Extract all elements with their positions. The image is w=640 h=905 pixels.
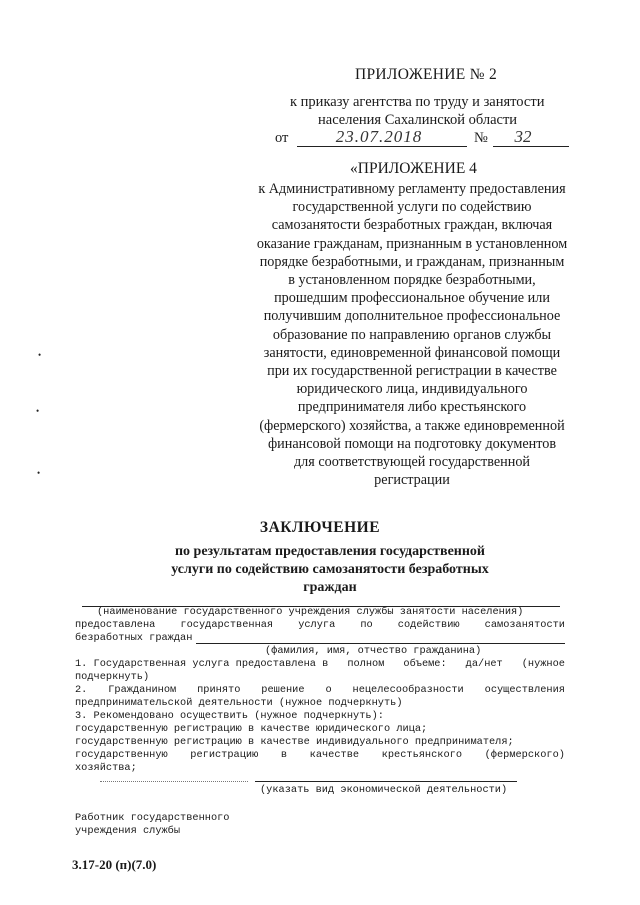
- order-reference-line-1: к приказу агентства по труду и занятости: [290, 94, 545, 110]
- item-1-continuation: подчеркнуть): [75, 671, 150, 683]
- form-code: 3.17-20 (п)(7.0): [72, 857, 157, 872]
- word: (фермерского): [484, 749, 565, 761]
- regulation-line: в установленном порядке безработными,: [288, 272, 536, 289]
- regulation-line: оказание гражданам, признанным в установленном: [256, 235, 568, 252]
- regulation-line: финансовой помощи на подготовку документов: [267, 435, 557, 452]
- activity-hint: (указать вид экономической деятельности): [260, 784, 508, 796]
- item-1-row: [75, 658, 565, 671]
- word: регистрацию: [190, 749, 259, 761]
- option-individual-entrepreneur: государственную регистрацию в качестве индивидуального предпринимателя;: [75, 736, 514, 748]
- appendix-title: ПРИЛОЖЕНИЕ № 2: [355, 66, 498, 83]
- regulation-line: предпринимателя либо крестьянского: [297, 399, 527, 416]
- citizens-label: безработных граждан: [75, 632, 193, 644]
- word: услуга: [298, 619, 336, 631]
- word: принято: [197, 684, 241, 696]
- margin-mark: •: [37, 468, 41, 478]
- worker-line-1: Работник государственного: [75, 812, 230, 824]
- regulation-line: регистрации: [374, 472, 450, 489]
- item-2-row: [75, 684, 565, 697]
- word: да/нет: [465, 658, 503, 670]
- word: крестьянского: [381, 749, 463, 761]
- word: решение: [261, 684, 305, 696]
- handwritten-date: 23.07.2018: [335, 127, 423, 146]
- option-farm-row: [75, 749, 565, 762]
- word: 1. Государственная услуга предоставлена в: [75, 658, 329, 670]
- conclusion-subtitle-line: по результатам предоставления государственной: [174, 544, 485, 559]
- order-date-number-row: [275, 127, 575, 150]
- word: содействию: [397, 619, 460, 631]
- word: самозанятости: [484, 619, 565, 631]
- word: (нужное: [521, 658, 565, 670]
- regulation-line: при их государственной регистрации в качестве: [267, 363, 557, 380]
- word: 2.: [75, 684, 88, 696]
- worker-signature-block: [75, 812, 229, 838]
- conclusion-subtitle: [140, 543, 520, 597]
- activity-dotted-line: [100, 781, 248, 782]
- word: нецелесообразности: [352, 684, 464, 696]
- word: качестве: [309, 749, 360, 761]
- citizen-name-hint: (фамилия, имя, отчество гражданина): [265, 645, 482, 657]
- regulation-description: [246, 180, 578, 489]
- regulation-line: прошедшим профессиональное обучение или: [274, 290, 550, 307]
- conclusion-title: ЗАКЛЮЧЕНИЕ: [259, 519, 381, 536]
- conclusion-subtitle-line: граждан: [303, 580, 357, 595]
- institution-hint: (наименование государственного учреждения службы занятости населения): [97, 606, 524, 618]
- appendix4-title: «ПРИЛОЖЕНИЕ 4: [350, 160, 477, 177]
- provided-row: [75, 619, 565, 632]
- date-prefix: от: [275, 130, 289, 146]
- regulation-line: для соответствующей государственной: [293, 454, 531, 471]
- word: Гражданином: [108, 684, 177, 696]
- activity-field-line: [255, 781, 517, 782]
- word: государственную: [75, 749, 168, 761]
- conclusion-form: [75, 606, 565, 775]
- word: о: [325, 684, 332, 696]
- regulation-line: порядке безработными, и гражданам, признанным: [259, 253, 565, 270]
- option-legal-entity: государственную регистрацию в качестве юридического лица;: [75, 723, 428, 735]
- number-prefix: №: [474, 130, 488, 146]
- option-farm-continuation: хозяйства;: [75, 762, 137, 774]
- regulation-line: самозанятости безработных граждан, включая: [271, 217, 553, 234]
- word: осуществления: [484, 684, 565, 696]
- regulation-line: получившим дополнительное профессиональное: [263, 308, 561, 325]
- word: предоставлена: [75, 619, 156, 631]
- worker-line-2: учреждения службы: [75, 825, 181, 837]
- regulation-line: государственной услуги по содействию: [292, 199, 532, 216]
- conclusion-subtitle-line: услуги по содействию самозанятости безработных: [171, 562, 489, 577]
- regulation-line: образование по направлению органов службы: [272, 326, 552, 343]
- word: полном: [347, 658, 385, 670]
- word: по: [360, 619, 373, 631]
- regulation-line: занятости, единовременной финансовой помощи: [263, 344, 561, 361]
- item-3: 3. Рекомендовано осуществить (нужное подчеркнуть):: [75, 710, 384, 722]
- item-2-continuation: предпринимательской деятельности (нужное подчеркнуть): [75, 697, 403, 709]
- word: в: [280, 749, 288, 761]
- order-reference-line-2: населения Сахалинской области: [318, 112, 518, 128]
- word: объеме:: [403, 658, 447, 670]
- regulation-line: к Административному регламенту предоставления: [258, 181, 566, 197]
- citizen-name-row: [75, 632, 565, 645]
- handwritten-number: 32: [514, 127, 532, 146]
- regulation-line: юридического лица, индивидуального: [296, 381, 528, 398]
- citizen-name-field-line: [196, 632, 565, 644]
- margin-mark: •: [38, 350, 42, 360]
- word: государственная: [180, 619, 274, 631]
- margin-mark: •: [36, 406, 40, 416]
- regulation-line: (фермерского) хозяйства, а также единовременной: [259, 417, 565, 434]
